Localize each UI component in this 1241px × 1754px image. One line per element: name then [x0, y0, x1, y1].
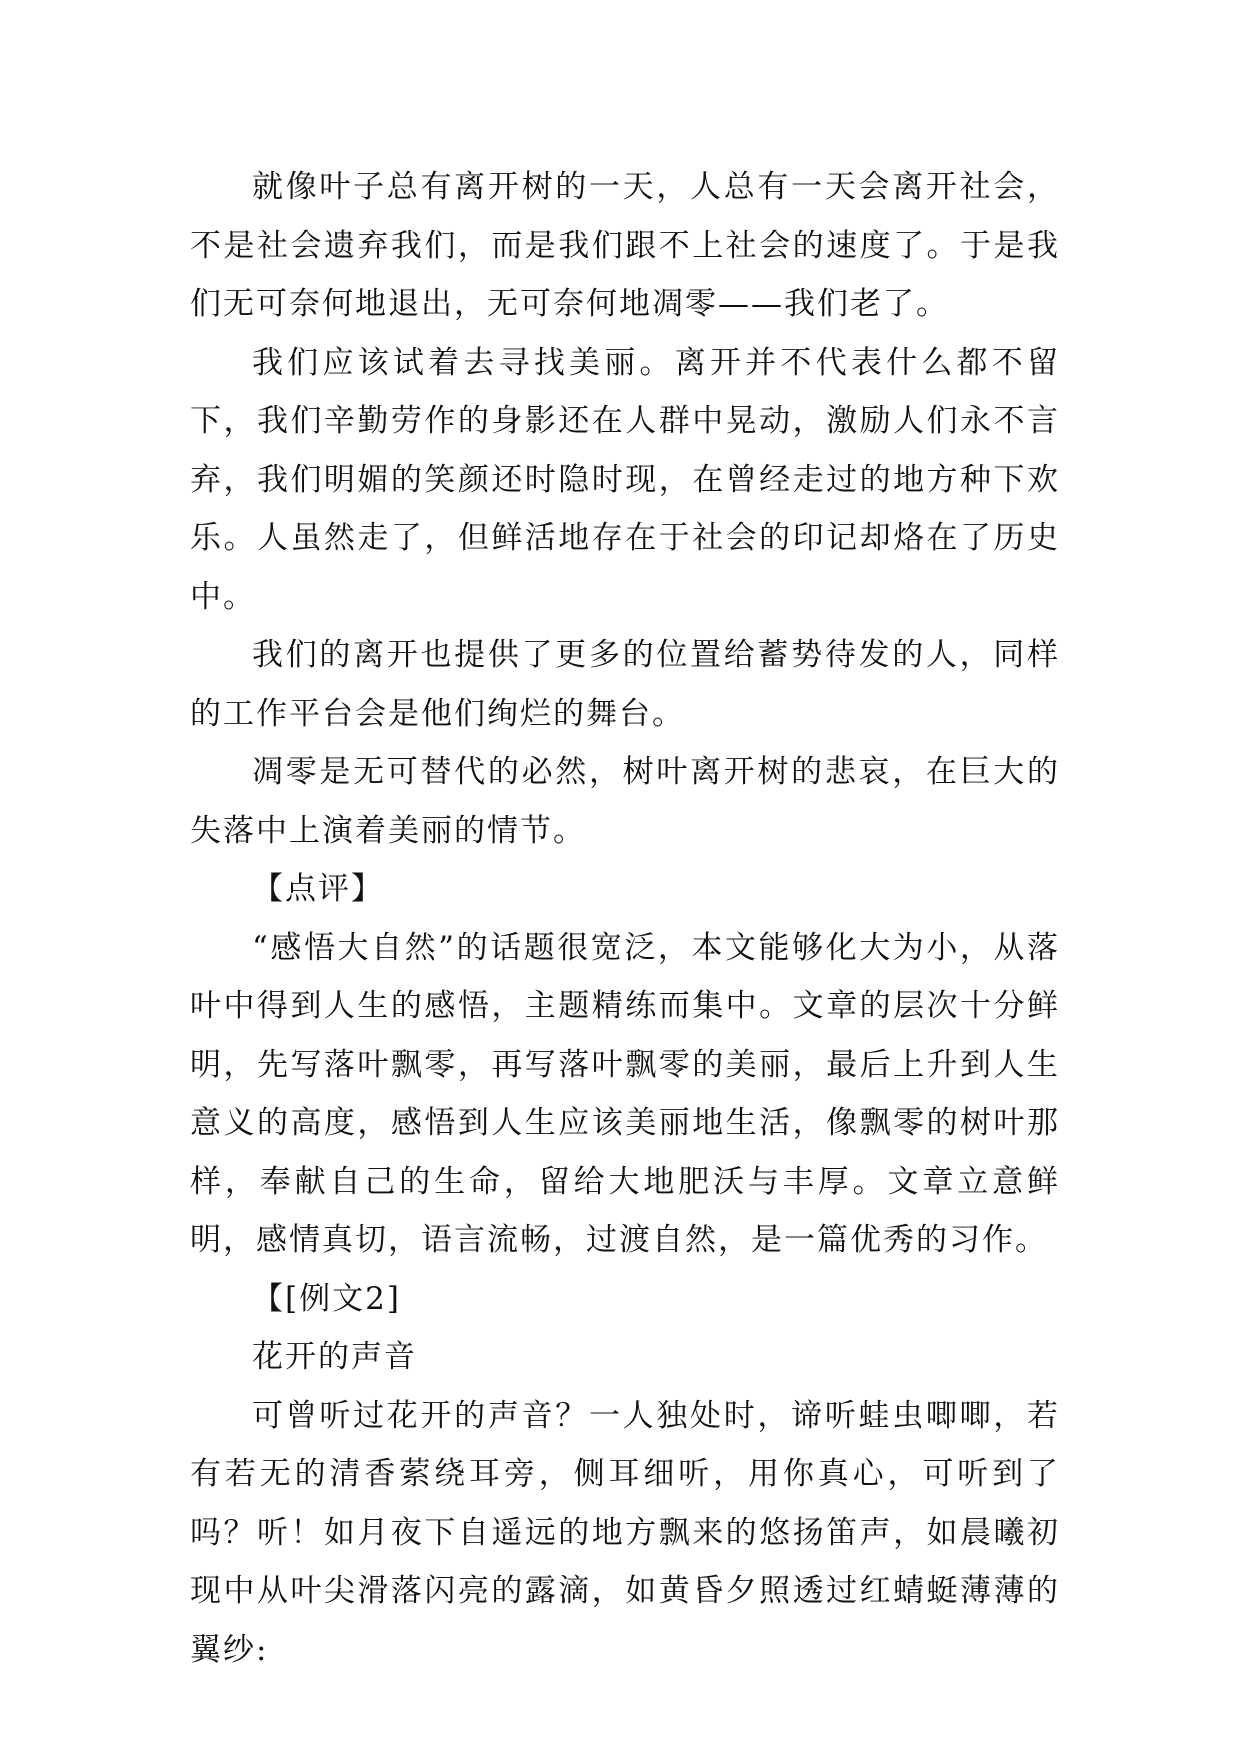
paragraph-flower-sound: 可曾听过花开的声音？一人独处时，谛听蛙虫唧唧，若有若无的清香萦绕耳旁，侧耳细听，用你真心，可听到了吗？听！如月夜下自遥远的地方飘来的悠扬笛声，如晨曦初现中从叶尖滑落闪亮的露滴，如黄昏夕照透过红蜻蜓薄薄的翼纱: [190, 1397, 1060, 1668]
essay-title: 花开的声音 [252, 1339, 417, 1375]
commentary-heading: 【点评】 [252, 871, 384, 907]
document-body [190, 158, 1060, 1679]
paragraph-leaving-positions: 我们的离开也提供了更多的位置给蓄势待发的人，同样的工作平台会是他们绚烂的舞台。 [190, 637, 1060, 732]
paragraph-leaf-leaving-tree: 就像叶子总有离开树的一天，人总有一天会离开社会，不是社会遗弃我们，而是我们跟不上社会的速度了。于是我们无可奈何地退出，无可奈何地凋零——我们老了。 [190, 169, 1060, 322]
paragraph-withering: 凋零是无可替代的必然，树叶离开树的悲哀，在巨大的失落中上演着美丽的情节。 [190, 754, 1060, 849]
example-essay-label: 【[例文2] [252, 1280, 401, 1317]
commentary-text: “感悟大自然”的话题很宽泛，本文能够化大为小，从落叶中得到人生的感悟，主题精练而集中。文章的层次十分鲜明，先写落叶飘零，再写落叶飘零的美丽，最后上升到人生意义的高度，感悟到人生应该美丽地生活，像飘零的树叶那样，奉献自己的生命，留给大地肥沃与丰厚。文章立意鲜明，感情真切，语言流畅，过渡自然，是一篇优秀的习作。 [190, 929, 1060, 1258]
paragraph-seeking-beauty: 我们应该试着去寻找美丽。离开并不代表什么都不留下，我们辛勤劳作的身影还在人群中晃动，激励人们永不言弃，我们明媚的笑颜还时隐时现，在曾经走过的地方种下欢乐。人虽然走了，但鲜活地存在于社会的印记却烙在了历史中。 [190, 344, 1060, 615]
